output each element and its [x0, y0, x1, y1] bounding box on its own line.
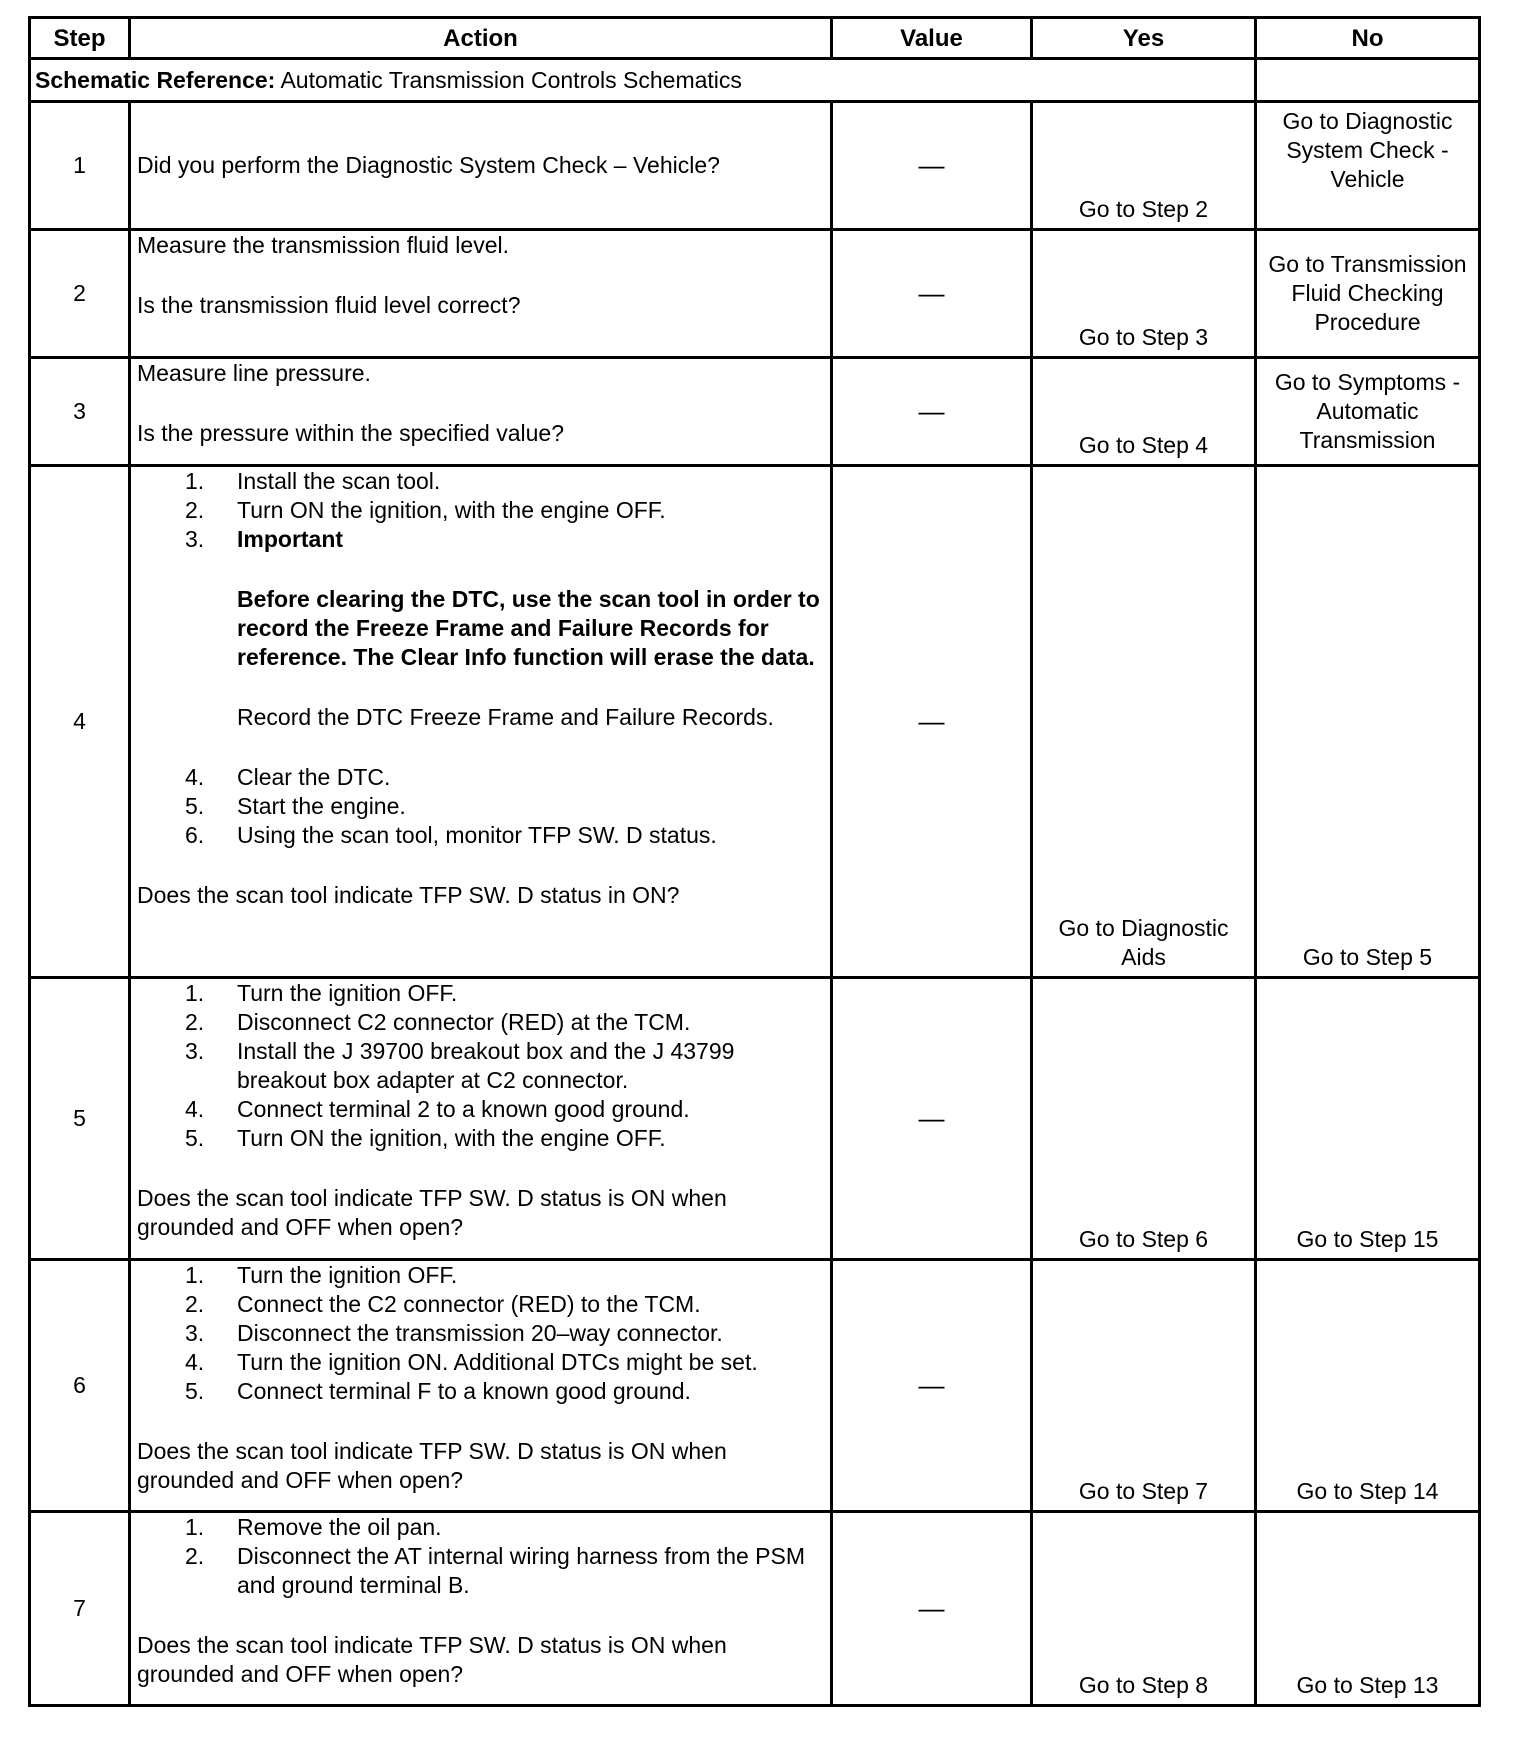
- table-row: [30, 230, 1480, 358]
- header-action: Action: [130, 18, 832, 59]
- procedure-list: [137, 979, 824, 1153]
- action-cell: [130, 978, 832, 1260]
- table-row: [30, 102, 1480, 230]
- schematic-empty-cell: [1256, 59, 1480, 102]
- yes-cell: Go to Step 6: [1032, 978, 1256, 1260]
- list-item: 3. Important Before clearing the DTC, use the scan tool in order to record the Freeze Frame and Failure Records for reference. The Clear Info function will erase the data. Record the DTC Freeze Frame and Failure Records.: [137, 525, 824, 732]
- list-item: 3. Install the J 39700 breakout box and the J 43799 breakout box adapter at C2 connector.: [185, 1038, 735, 1093]
- list-item: 2. Connect the C2 connector (RED) to the TCM.: [185, 1291, 701, 1317]
- action-cell: [130, 466, 832, 978]
- no-cell: Go to Diagnostic System Check - Vehicle: [1256, 102, 1480, 230]
- procedure-list: [137, 1513, 824, 1600]
- value-cell: —: [832, 1260, 1032, 1512]
- no-cell: Go to Symptoms - Automatic Transmission: [1256, 358, 1480, 466]
- step-number: 6: [30, 1260, 130, 1512]
- schematic-reference: [30, 59, 1256, 102]
- action-instruction: Measure the transmission fluid level.: [137, 232, 509, 258]
- list-item: 1. Remove the oil pan.: [185, 1514, 442, 1540]
- yes-cell: Go to Diagnostic Aids: [1032, 466, 1256, 978]
- list-item: 2. Turn ON the ignition, with the engine OFF.: [185, 497, 666, 523]
- list-item: 3. Disconnect the transmission 20–way connector.: [185, 1320, 723, 1346]
- action-question: Does the scan tool indicate TFP SW. D status in ON?: [137, 882, 680, 908]
- value-cell: —: [832, 230, 1032, 358]
- value-cell: —: [832, 102, 1032, 230]
- diagnostic-table-page: [28, 16, 1481, 1707]
- action-instruction: Measure line pressure.: [137, 360, 371, 386]
- no-cell: Go to Step 5: [1256, 466, 1480, 978]
- diagnostic-table: [28, 16, 1481, 1707]
- action-cell: [130, 1260, 832, 1512]
- important-title: Important: [237, 526, 344, 552]
- action-question: Is the pressure within the specified value?: [137, 420, 565, 446]
- table-row: [30, 466, 1480, 978]
- procedure-list: [137, 467, 824, 850]
- schematic-reference-row: [30, 59, 1480, 102]
- list-item: 1. Turn the ignition OFF.: [185, 1262, 458, 1288]
- list-item: 5. Connect terminal F to a known good ground.: [185, 1378, 691, 1404]
- value-cell: —: [832, 466, 1032, 978]
- step-number: 4: [30, 466, 130, 978]
- list-item: 1. Install the scan tool.: [185, 468, 441, 494]
- list-item: 5. Start the engine.: [185, 793, 406, 819]
- header-no: No: [1256, 18, 1480, 59]
- yes-cell: Go to Step 3: [1032, 230, 1256, 358]
- list-item: 4. Clear the DTC.: [185, 764, 391, 790]
- step-number: 5: [30, 978, 130, 1260]
- action-cell: [130, 102, 832, 230]
- no-cell: Go to Step 14: [1256, 1260, 1480, 1512]
- schematic-reference-label: Schematic Reference:: [35, 66, 276, 93]
- table-row: [30, 1512, 1480, 1706]
- action-question: Did you perform the Diagnostic System Check – Vehicle?: [137, 152, 720, 178]
- value-cell: —: [832, 978, 1032, 1260]
- no-cell: Go to Step 13: [1256, 1512, 1480, 1706]
- header-value: Value: [832, 18, 1032, 59]
- no-cell: Go to Transmission Fluid Checking Procedure: [1256, 230, 1480, 358]
- list-item: 1. Turn the ignition OFF.: [185, 980, 458, 1006]
- action-question: Is the transmission fluid level correct?: [137, 292, 521, 318]
- list-item: 6. Using the scan tool, monitor TFP SW. D status.: [185, 822, 717, 848]
- important-body: Before clearing the DTC, use the scan tool in order to record the Freeze Frame and Failure Records for reference. The Clear Info function will erase the data.: [237, 586, 820, 670]
- yes-cell: Go to Step 4: [1032, 358, 1256, 466]
- important-record: Record the DTC Freeze Frame and Failure Records.: [237, 704, 774, 730]
- action-cell: [130, 358, 832, 466]
- header-row: [30, 18, 1480, 59]
- action-question: Does the scan tool indicate TFP SW. D status is ON when grounded and OFF when open?: [137, 1185, 727, 1240]
- yes-cell: Go to Step 8: [1032, 1512, 1256, 1706]
- header-yes: Yes: [1032, 18, 1256, 59]
- step-number: 2: [30, 230, 130, 358]
- list-item: 4. Connect terminal 2 to a known good ground.: [185, 1096, 690, 1122]
- procedure-list: [137, 1261, 824, 1406]
- no-cell: Go to Step 15: [1256, 978, 1480, 1260]
- list-item: 2. Disconnect the AT internal wiring harness from the PSM and ground terminal B.: [185, 1543, 806, 1598]
- table-row: [30, 358, 1480, 466]
- list-item: 5. Turn ON the ignition, with the engine OFF.: [185, 1125, 666, 1151]
- header-step: Step: [30, 18, 130, 59]
- value-cell: —: [832, 358, 1032, 466]
- step-number: 3: [30, 358, 130, 466]
- action-question: Does the scan tool indicate TFP SW. D status is ON when grounded and OFF when open?: [137, 1438, 727, 1493]
- list-item: 4. Turn the ignition ON. Additional DTCs might be set.: [185, 1349, 758, 1375]
- step-number: 1: [30, 102, 130, 230]
- table-row: [30, 978, 1480, 1260]
- schematic-reference-text: Automatic Transmission Controls Schematics: [275, 66, 742, 93]
- action-cell: [130, 1512, 832, 1706]
- list-item: 2. Disconnect C2 connector (RED) at the TCM.: [185, 1009, 691, 1035]
- yes-cell: Go to Step 2: [1032, 102, 1256, 230]
- yes-cell: Go to Step 7: [1032, 1260, 1256, 1512]
- action-question: Does the scan tool indicate TFP SW. D status is ON when grounded and OFF when open?: [137, 1632, 727, 1687]
- value-cell: —: [832, 1512, 1032, 1706]
- step-number: 7: [30, 1512, 130, 1706]
- table-row: [30, 1260, 1480, 1512]
- action-cell: [130, 230, 832, 358]
